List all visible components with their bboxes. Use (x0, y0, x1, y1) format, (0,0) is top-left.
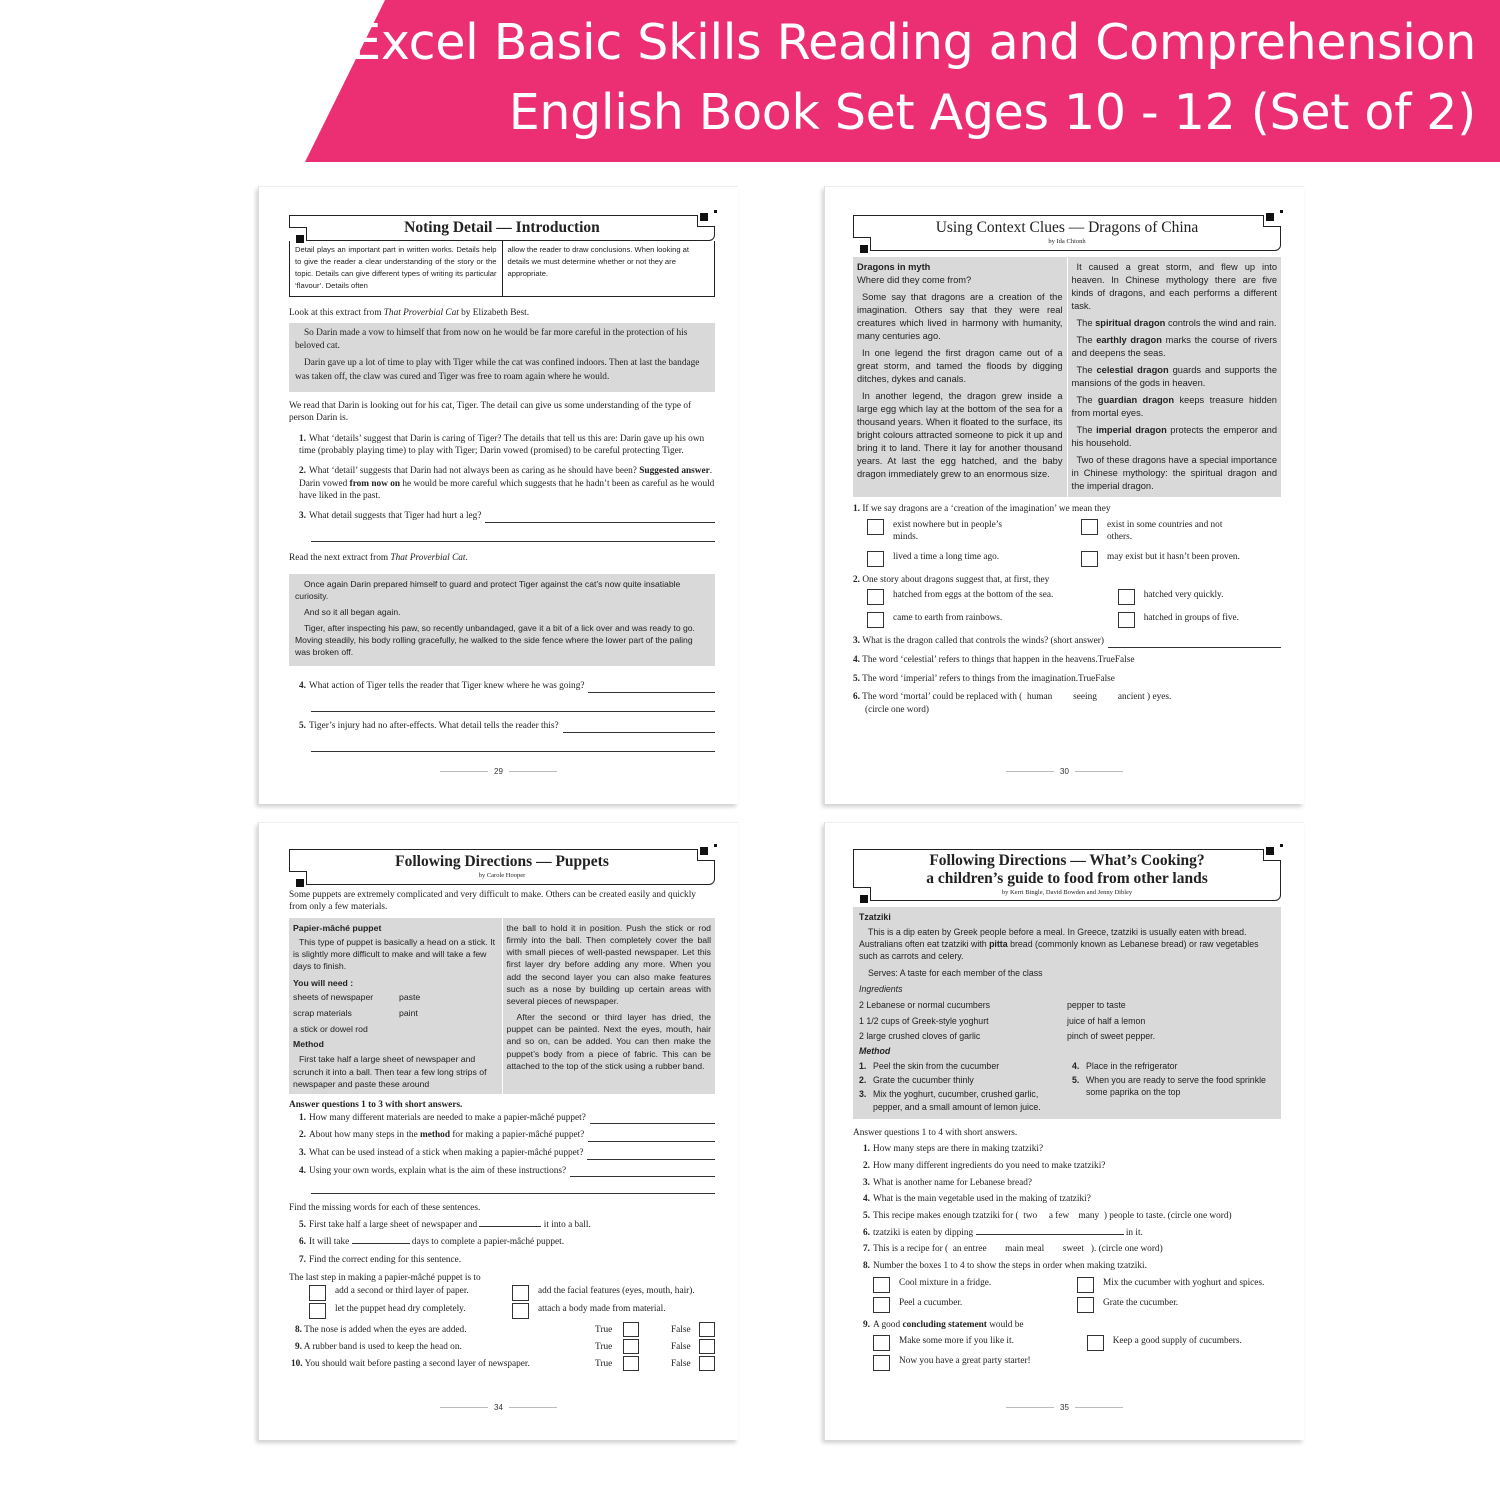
answer-checkbox[interactable] (1118, 612, 1135, 628)
answer-checkbox[interactable] (873, 1355, 890, 1371)
lead-text: Read the next extract from That Proverbial Cat. (289, 552, 468, 563)
corner-square-icon (700, 847, 708, 855)
answer-checkbox[interactable] (1118, 589, 1135, 605)
question-8: 8. The nose is added when the eyes are added. True False (289, 1322, 715, 1337)
lead-text: Look at this extract from That Proverbial Cat by Elizabeth Best. (289, 307, 530, 318)
answer-checkbox[interactable] (1087, 1335, 1104, 1351)
false-checkbox[interactable] (699, 1339, 715, 1354)
banner-title-line2: English Book Set Ages 10 - 12 (Set of 2) (508, 84, 1476, 141)
corner-square-icon (860, 895, 868, 903)
page-29 (258, 186, 738, 804)
page-30: Using Context Clues — Dragons of China by Ida Chionh Dragons in myth Where did they come from? Some say that dragons are a creation of the imagination. Others say that they were real creatures which lived in harmony with humanity, many centuries ago. In one legend the first dragon came out of a great storm, and tamed the floods by digging ditches, dykes and canals. In another legend, the dragon grew inside a large egg which lay at the bottom of the sea for a thousand years. When it floated to the surface, its bright colours attracted someone to pick it up and bring it to land. There it lay for another thousand years. At last the egg hatched, and the baby dragon immediately grew to an enormous size. It caused a great storm, and flew up into heaven. In Chinese mythology there are five kinds of dragons, and each performs a different task. The spiritual dragon controls the wind and rain. The earthly dragon marks the course of rivers and deepens the seas. The celestial dragon guards and supports the mansions of the gods in heaven. The guardian dragon keeps treasure hidden from mortal eyes. The imperial dragon protects the emperor and his household. Two of these dragons have a special importance in Chinese mythology: the spiritual dragon and the imperial dragon. 1. If we say dragons are a ‘creation of the imagination’ we mean they exist nowhere but in people’s minds. exist in some countries and not others. lived a time a long time ago. may exist but it hasn’t been proven. 2. One story about dragons suggest that, at first, they hatched from eggs at the bottom of the sea. hatched very quickly. came to earth from rainbows. hatched in groups of five. 3. What is the dragon called that controls the winds? (short answer) 4. The word ‘celestial’ refers to things that happen in the heavens.TrueFalse 5. The word ‘imperial’ refers to things from the imagination.TrueFalse 6. The word ‘mortal’ could be replaced with ( human seeing ancient ) eyes. (circle one word) 30 (824, 186, 1304, 804)
extract-box: So Darin made a vow to himself that from now on he would be far more careful in the protection of his beloved cat. Darin gave up a lot of time to play with Tiger while the cat was confined indoors. Then at last the bandage was taken off, the claw was cured and Tiger was free to roam again where he would. (289, 323, 715, 391)
byline: by Ida Chionh (1048, 237, 1086, 245)
question-4: 4. Using your own words, explain what is the aim of these instructions? (289, 1165, 715, 1178)
lead-text: Some puppets are extremely complicated and very difficult to make. Others can be created easily and quickly from only a few materials. (289, 889, 696, 913)
corner-square-icon (296, 879, 304, 887)
answer-checkbox[interactable] (309, 1303, 326, 1319)
answer-line[interactable] (570, 1165, 715, 1178)
question-4: 4. What is the main vegetable used in the making of tzatziki? (863, 1194, 1091, 1205)
page-number: 35 (825, 1403, 1304, 1414)
section-heading: Dragons in myth (857, 261, 931, 272)
answer-checkbox[interactable] (1081, 551, 1098, 567)
corner-square-icon (860, 245, 868, 253)
page-title-box (289, 215, 715, 241)
answer-checkbox[interactable] (873, 1335, 890, 1351)
question-2: 2. About how many steps in the method for making a papier-mâché puppet? (289, 1129, 715, 1142)
question-5: 5. First take half a large sheet of newspaper and it into a ball. (299, 1219, 591, 1230)
step-number-box[interactable] (1077, 1297, 1094, 1313)
answer-checkbox[interactable] (867, 612, 884, 628)
answer-line[interactable] (485, 510, 715, 523)
answer-checkbox[interactable] (867, 551, 884, 567)
answer-line[interactable] (976, 1234, 1124, 1235)
instructions-passage: Papier-mâché puppet This type of puppet is basically a head on a stick. It is slightly more difficult to make and will take a few days to finish. You will need : sheets of newspaper paste scrap materials paint a stick or dowel rod Method First take half a large sheet of newspaper and scrunch it into a ball. Then tear a few long strips of newspaper and paste these around the ball to hold it in position. Push the stick or rod firmly into the ball. Then completely cover the ball with small pieces of well-pasted newspaper. Let this first layer dry before adding any more. When you add the second layer you can also make features such as a nose by building up certain areas with several pieces of newspaper. After the second or third layer has dried, the puppet can be painted. Next the eyes, mouth, hair and so on, can be added. You can then make the puppet’s body from a piece of fabric. This can be attached to the top of the stick using a rubber band. (289, 918, 715, 1094)
reading-passage: Dragons in myth Where did they come from? Some say that dragons are a creation of the imagination. Others say that they were real creatures which lived in harmony with humanity, many centuries ago. In one legend the first dragon came out of a great storm, and tamed the floods by digging ditches, dykes and canals. In another legend, the dragon grew inside a large egg which lay at the bottom of the sea for a thousand years. When it floated to the surface, its bright colours attracted someone to pick it up and bring it to land. There it lay for another thousand years. At last the egg hatched, and the baby dragon immediately grew to an enormous size. It caused a great storm, and flew up into heaven. In Chinese mythology there are five kinds of dragons, and each performs a different task. The spiritual dragon controls the wind and rain. The earthly dragon marks the course of rivers and deepens the seas. The celestial dragon guards and supports the mansions of the gods in heaven. The guardian dragon keeps treasure hidden from mortal eyes. The imperial dragon protects the emperor and his household. Two of these dragons have a special importance in Chinese mythology: the spiritual dragon and the imperial dragon. (853, 257, 1281, 497)
answer-line[interactable] (588, 1129, 715, 1142)
question-2: 2. How many different ingredients do you need to make tzatziki? (863, 1161, 1106, 1172)
answer-checkbox[interactable] (512, 1285, 529, 1301)
question-3: 3. What detail suggests that Tiger had hurt a leg? (289, 510, 715, 523)
question-2: 2. What ‘detail’ suggests that Darin had not always been as caring as he should have been? Suggested answer. Darin vowed from now on he would be more careful which suggests that he hadn’t been as careful as he would have liked in the past. (299, 466, 715, 502)
section-instruction: Find the missing words for each of these sentences. (289, 1203, 481, 1214)
answer-checkbox[interactable] (1081, 519, 1098, 535)
corner-square-icon (1266, 213, 1274, 221)
answer-line[interactable] (479, 1226, 541, 1227)
section-instruction: Answer questions 1 to 4 with short answers. (853, 1127, 1018, 1138)
page-title: Following Directions — What’s Cooking? (929, 852, 1205, 869)
answer-line[interactable] (590, 1112, 715, 1125)
answer-line[interactable] (352, 1243, 410, 1244)
body-text: We read that Darin is looking out for his cat, Tiger. The detail can give us some understanding of the type of person Darin is. (289, 400, 692, 424)
false-checkbox[interactable] (699, 1322, 715, 1337)
answer-line[interactable] (563, 720, 715, 733)
question-8: 8. Number the boxes 1 to 4 to show the steps in order when making tzatziki. (863, 1260, 1147, 1271)
question-3: 3. What is another name for Lebanese bread? (863, 1177, 1032, 1188)
page-subtitle: a children’s guide to food from other lands (926, 869, 1208, 887)
question-3: 3. What is the dragon called that controls the winds? (short answer) (853, 635, 1281, 648)
step-number-box[interactable] (873, 1277, 890, 1293)
extract-box: Once again Darin prepared himself to guard and protect Tiger against the cat’s now quite insatiable curiosity. And so it all began again. Tiger, after inspecting his paw, so recently unbandaged, gave it a bit of a lick over and was ready to go. Moving steadily, his body rolling gracefully, he walked to the side fence where the lower part of the paling was broken off. (289, 574, 715, 666)
question-1: 1. If we say dragons are a ‘creation of the imagination’ we mean they (853, 503, 1111, 514)
banner-title-line1: Excel Basic Skills Reading and Comprehension (350, 14, 1476, 71)
answer-line[interactable] (311, 530, 715, 542)
answer-line[interactable] (1108, 635, 1281, 648)
answer-line[interactable] (587, 1147, 715, 1160)
question-7: 7. Find the correct ending for this sentence. (299, 1255, 462, 1266)
true-checkbox[interactable] (623, 1339, 639, 1354)
intro-box (289, 241, 715, 297)
answer-line[interactable] (588, 680, 715, 693)
byline: by Kerri Bingle, David Bowden and Jenny Dibley (1001, 888, 1133, 896)
page-title-box (853, 849, 1281, 901)
page-title: Noting Detail — Introduction (404, 219, 600, 236)
title-banner (0, 0, 1500, 162)
answer-checkbox[interactable] (309, 1285, 326, 1301)
answer-line[interactable] (311, 1182, 715, 1194)
recipe-box: Tzatziki This is a dip eaten by Greek people before a meal. In Greece, tzatziki is usually eaten with bread. Australians often eat tzatziki with pitta bread (commonly known as Lebanese bread) or raw vegetables such as carrots and celery. Serves: A taste for each member of the class Ingredients 2 Lebanese or normal cucumbers 1 1/2 cups of Greek-style yoghurt 2 large crushed cloves of garlic pepper to taste juice of half a lemon pinch of sweet pepper. Method 1. Peel the skin from the cucumber 2. Grate the cucumber thinly 3. Mix the yoghurt, cucumber, crushed garlic, pepper, and a small amount of lemon juice. 4. Place in the refrigerator 5. When you are ready to serve the food sprinkle some paprika on the top (853, 907, 1281, 1118)
intro-right: allow the reader to draw conclusions. When looking at details we must determine whether or not they are appropriate. (507, 244, 690, 279)
false-checkbox[interactable] (699, 1356, 715, 1371)
byline: by Carole Hooper (478, 871, 526, 879)
page-title: Using Context Clues — Dragons of China (935, 219, 1199, 236)
question-2: 2. One story about dragons suggest that, at first, they (853, 574, 1050, 585)
question-5: 5. Tiger’s injury had no after-effects. What detail tells the reader this? (289, 720, 715, 733)
page-title-box (853, 215, 1281, 251)
question-5: 5. This recipe makes enough tzatziki for ( two a few many ) people to taste. (circle one word) (863, 1211, 1232, 1222)
corner-square-icon (1266, 847, 1274, 855)
page-title: Following Directions — Puppets (395, 853, 609, 870)
question-1: 1. How many steps are there in making tzatziki? (863, 1144, 1044, 1155)
page-title-box (289, 849, 715, 885)
page-35: Following Directions — What’s Cooking? a children’s guide to food from other lands by Kerri Bingle, David Bowden and Jenny Dibley Tzatziki This is a dip eaten by Greek people before a meal. In Greece, tzatziki is usually eaten with bread. Australians often eat tzatziki with pitta bread (commonly known as Lebanese bread) or raw vegetables such as carrots and celery. Serves: A taste for each member of the class Ingredients 2 Lebanese or normal cucumbers 1 1/2 cups of Greek-style yoghurt 2 large crushed cloves of garlic pepper to taste juice of half a lemon pinch of sweet pepper. Method 1. Peel the skin from the cucumber 2. Grate the cucumber thinly 3. Mix the yoghurt, cucumber, crushed garlic, pepper, and a small amount of lemon juice. 4. Place in the refrigerator 5. When you are ready to serve the food sprinkle some paprika on the top Answer questions 1 to 4 with short answers. 1. How many steps are there in making tzatziki? 2. How many different ingredients do you need to make tzatziki? 3. What is another name for Lebanese bread? 4. What is the main vegetable used in the making of tzatziki? 5. This recipe makes enough tzatziki for ( two a few many ) people to taste. (circle one word) 6. tzatziki is eaten by dipping in it. 7. This is a recipe for ( an entree main meal sweet ). (circle one word) 8. Number the boxes 1 to 4 to show the steps in order when making tzatziki. Cool mixture in a fridge. Mix the cucumber with yoghurt and spices. Peel a cucumber. Grate the cucumber. 9. A good concluding statement would be Make some more if you like it. Keep a good supply of cucumbers. Now you have a great party starter! 35 (824, 822, 1304, 1440)
section-instruction: Answer questions 1 to 3 with short answers. (289, 1099, 463, 1110)
answer-line[interactable] (311, 740, 715, 752)
question-4: 4. What action of Tiger tells the reader that Tiger knew where he was going? (289, 680, 715, 693)
question-1: 1. How many different materials are needed to make a papier-mâché puppet? (289, 1112, 715, 1125)
question-6: 6. tzatziki is eaten by dipping in it. (863, 1227, 1143, 1238)
question-1: 1. What ‘details’ suggest that Darin is caring of Tiger? The details that tell us this are: Darin gave up his own time (probably playing time) to play with Tiger; Darin vowed (promised) to be careful protecting Tiger. (299, 433, 705, 457)
step-number-box[interactable] (1077, 1277, 1094, 1293)
step-number-box[interactable] (873, 1297, 890, 1313)
answer-checkbox[interactable] (867, 589, 884, 605)
answer-checkbox[interactable] (867, 519, 884, 535)
true-checkbox[interactable] (623, 1322, 639, 1337)
question-4: 4. The word ‘celestial’ refers to things that happen in the heavens.TrueFalse (853, 654, 1135, 665)
page-34: Following Directions — Puppets by Carole Hooper Some puppets are extremely complicated and very difficult to make. Others can be created easily and quickly from only a few materials. Papier-mâché puppet This type of puppet is basically a head on a stick. It is slightly more difficult to make and will take a few days to finish. You will need : sheets of newspaper paste scrap materials paint a stick or dowel rod Method First take half a large sheet of newspaper and scrunch it into a ball. Then tear a few long strips of newspaper and paste these around the ball to hold it in position. Push the stick or rod firmly into the ball. Then completely cover the ball with small pieces of well-pasted newspaper. Let this first layer dry before adding any more. When you add the second layer you can also make features such as a nose by building up certain areas with several pieces of newspaper. After the second or third layer has dried, the puppet can be painted. Next the eyes, mouth, hair and so on, can be added. You can then make the puppet’s body from a piece of fabric. This can be attached to the top of the stick using a rubber band. Answer questions 1 to 3 with short answers. 1. How many different materials are needed to make a papier-mâché puppet? 2. About how many steps in the method for making a papier-mâché puppet? 3. What can be used instead of a stick when making a papier-mâché puppet? 4. Using your own words, explain what is the aim of these instructions? Find the missing words for each of these sentences. 5. First take half a large sheet of newspaper and it into a ball. 6. It will take days to complete a papier-mâché puppet. 7. Find the correct ending for this sentence. The last step in making a papier-mâché puppet is to add a second or third layer of paper. add the facial features (eyes, mouth, hair). let the puppet head dry completely. attach a body made from material. 8. The nose is added when the eyes are added. True False 9. A rubber band is used to keep the head on. True False 10. You should wait before pasting a second layer of newspaper. True False 34 (258, 822, 738, 1440)
page-number: 29 (259, 767, 738, 778)
intro-left: Detail plays an important part in written works. Details help to give the reader a clear understanding of the story or the topic. Details can give different types of writing its particular ‘flavour’. Details often (290, 241, 503, 296)
question-5: 5. The word ‘imperial’ refers to things from the imagination.TrueFalse (853, 673, 1115, 684)
corner-square-icon (296, 235, 304, 243)
page-number: 34 (259, 1403, 738, 1414)
answer-checkbox[interactable] (512, 1303, 529, 1319)
question-6: 6. It will take days to complete a papier-mâché puppet. (299, 1237, 565, 1248)
question-9: 9. A rubber band is used to keep the head on. True False (289, 1339, 715, 1354)
question-3: 3. What can be used instead of a stick when making a papier-mâché puppet? (289, 1147, 715, 1160)
question-10: 10. You should wait before pasting a second layer of newspaper. True False (289, 1356, 715, 1371)
true-checkbox[interactable] (623, 1356, 639, 1371)
question-7: 7. This is a recipe for ( an entree main meal sweet ). (circle one word) (863, 1244, 1163, 1255)
page-number: 30 (825, 767, 1304, 778)
question-6: 6. The word ‘mortal’ could be replaced with ( human seeing ancient ) eyes. (circle one word) (853, 692, 1172, 715)
answer-line[interactable] (311, 700, 715, 712)
question-9: 9. A good concluding statement would be (863, 1319, 1024, 1330)
corner-square-icon (700, 213, 708, 221)
